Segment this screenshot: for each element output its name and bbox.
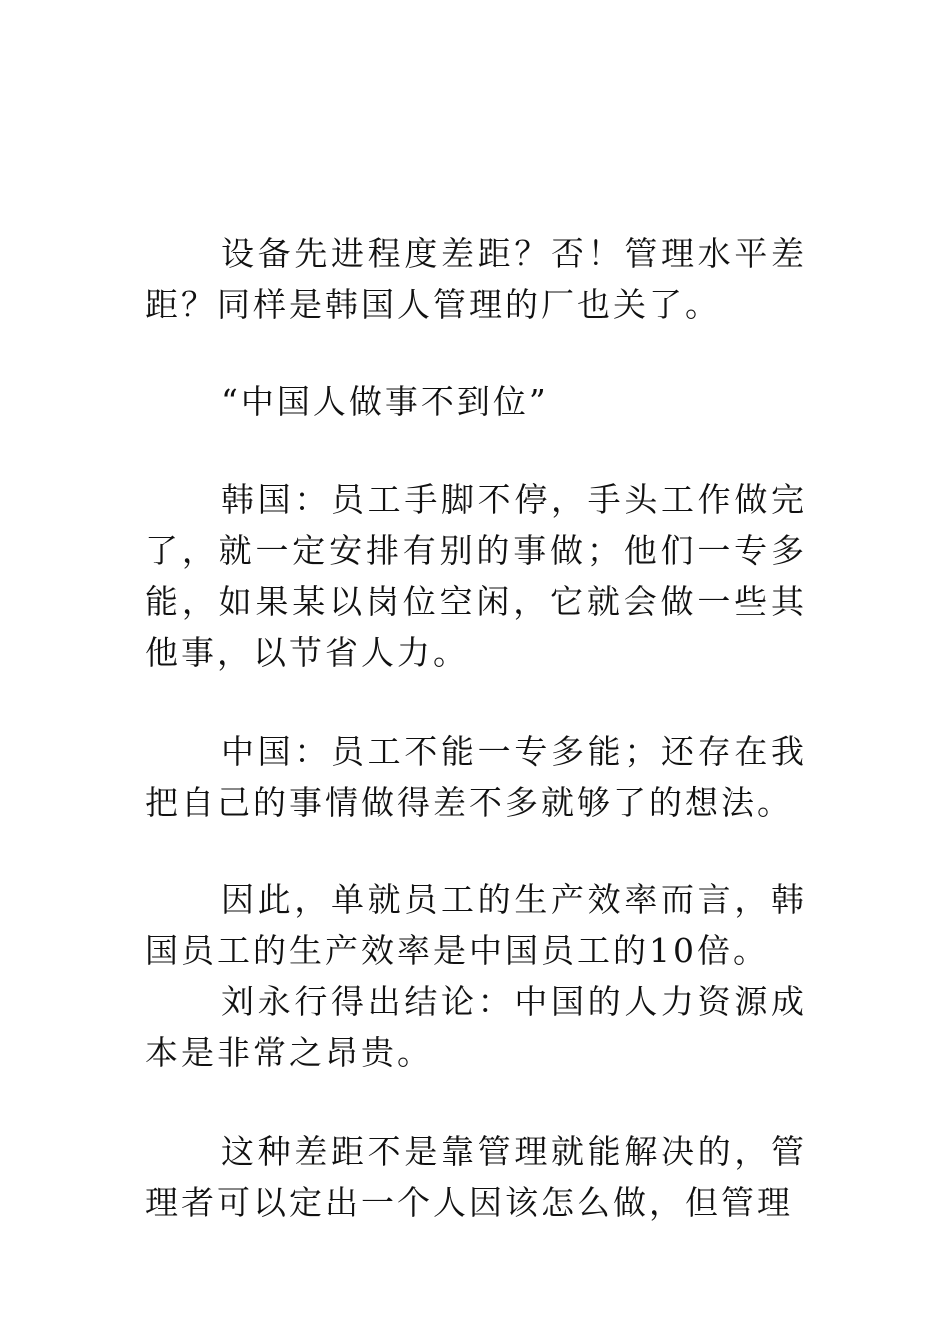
paragraph-quote-heading: “中国人做事不到位”	[221, 382, 549, 421]
paragraph-korea: 韩国：员工手脚不停，手头工作做完了，就一定安排有别的事做；他们一专多能，如果某以岗位空闲，它就会做一些其他事，以节省人力。	[145, 480, 807, 672]
paragraph-efficiency: 因此，单就员工的生产效率而言，韩国员工的生产效率是中国员工的10倍。	[145, 880, 807, 970]
paragraph-china: 中国：员工不能一专多能；还存在我把自己的事情做得差不多就够了的想法。	[145, 732, 807, 822]
paragraph-conclusion: 刘永行得出结论：中国的人力资源成本是非常之昂贵。	[145, 982, 807, 1072]
paragraph-management: 这种差距不是靠管理就能解决的，管理者可以定出一个人因该怎么做，但管理	[145, 1132, 807, 1222]
paragraph-equipment-gap: 设备先进程度差距？否！管理水平差距？同样是韩国人管理的厂也关了。	[145, 234, 807, 324]
